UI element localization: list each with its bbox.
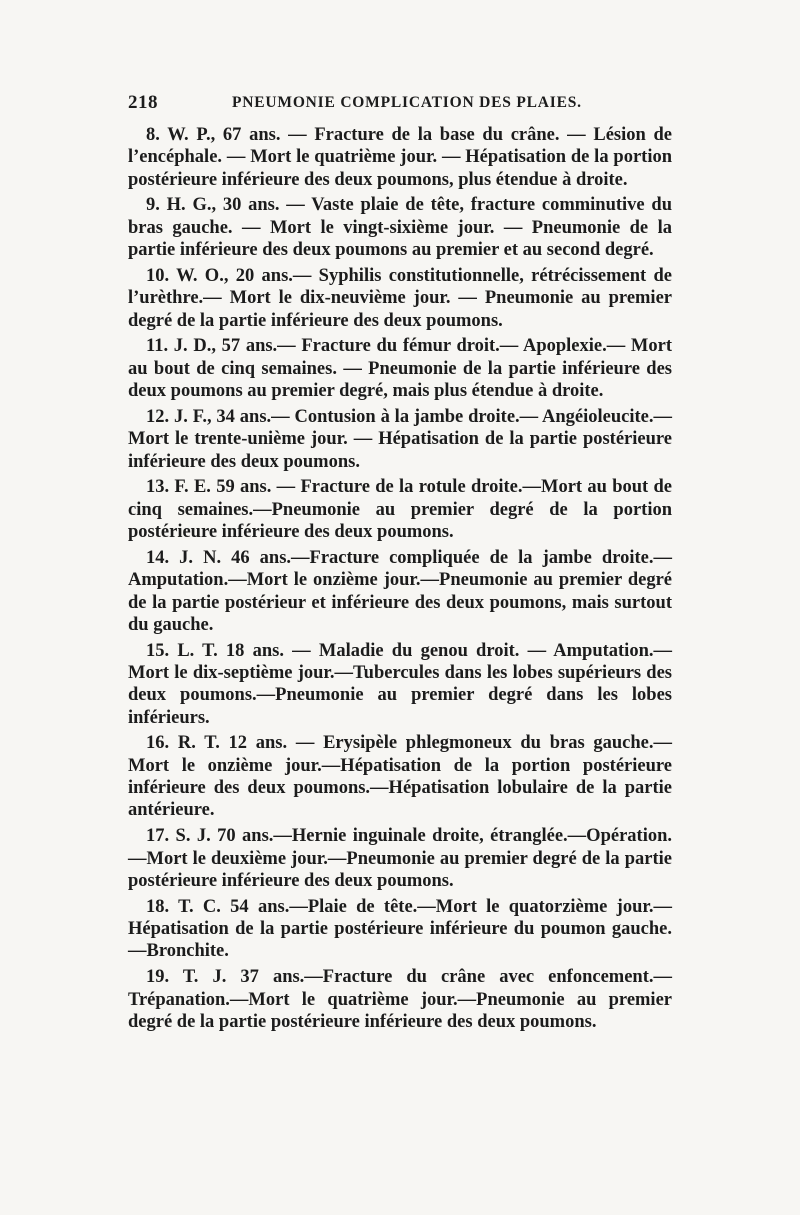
case-entry-18: 18. T. C. 54 ans.—Plaie de tête.—Mort le quatorzième jour.— Hépatisation de la partie postérieure inférieure du poumon gauche.—Bronchite. [128, 896, 672, 962]
case-entry-8: 8. W. P., 67 ans. — Fracture de la base du crâne. — Lésion de l’encéphale. — Mort le quatrième jour. — Hépatisation de la portion postérieure inférieure des deux poumons, plus étendue à droite. [128, 125, 672, 190]
case-list [128, 124, 672, 1037]
case-entry-12: 12. J. F., 34 ans.— Contusion à la jambe droite.— Angéioleucite.— Mort le trente-unième jour. — Hépatisation de la partie postérieure inférieure des deux poumons. [128, 406, 672, 472]
case-entry-13: 13. F. E. 59 ans. — Fracture de la rotule droite.—Mort au bout de cinq semaines.—Pneumonie au premier degré de la portion postérieure inférieure des deux poumons. [128, 477, 672, 543]
case-entry-17: 17. S. J. 70 ans.—Hernie inguinale droite, étranglée.—Opération.—Mort le deuxième jour.—Pneumonie au premier degré de la partie postérieure inférieure des deux poumons. [128, 826, 672, 891]
page-number: 218 [128, 92, 158, 113]
running-title: PNEUMONIE COMPLICATION DES PLAIES. [232, 94, 582, 111]
case-entry-16: 16. R. T. 12 ans. — Erysipèle phlegmoneux du bras gauche.— Mort le onzième jour.—Hépatisation de la portion postérieure inférieure des deux poumons.—Hépatisation lobulaire de la partie antérieure. [128, 733, 672, 821]
case-entry-9: 9. H. G., 30 ans. — Vaste plaie de tête, fracture comminutive du bras gauche. — Mort le vingt-sixième jour. — Pneumonie de la partie inférieure des deux poumons au premier et au second degré. [128, 195, 672, 261]
case-entry-19: 19. T. J. 37 ans.—Fracture du crâne avec enfoncement.—Trépanation.—Mort le quatrième jour.—Pneumonie au premier degré de la partie postérieure inférieure des deux poumons. [128, 967, 672, 1032]
case-entry-10: 10. W. O., 20 ans.— Syphilis constitutionnelle, rétrécissement de l’urèthre.— Mort le dix-neuvième jour. — Pneumonie au premier degré de la partie inférieure des deux poumons. [128, 265, 672, 331]
page-header [128, 92, 668, 122]
case-entry-15: 15. L. T. 18 ans. — Maladie du genou droit. — Amputation.— Mort le dix-septième jour.—Tubercules dans les lobes supérieurs des deux poumons.—Pneumonie au premier degré dans les lobes inférieurs. [128, 640, 672, 728]
case-entry-14: 14. J. N. 46 ans.—Fracture compliquée de la jambe droite.— Amputation.—Mort le onzième jour.—Pneumonie au premier degré de la partie postérieur et inférieure des deux poumons, mais surtout du gauche. [128, 547, 672, 635]
case-entry-11: 11. J. D., 57 ans.— Fracture du fémur droit.— Apoplexie.— Mort au bout de cinq semaines. — Pneumonie de la partie inférieure des deux poumons au premier degré, mais plus étendue à droite. [128, 336, 672, 402]
